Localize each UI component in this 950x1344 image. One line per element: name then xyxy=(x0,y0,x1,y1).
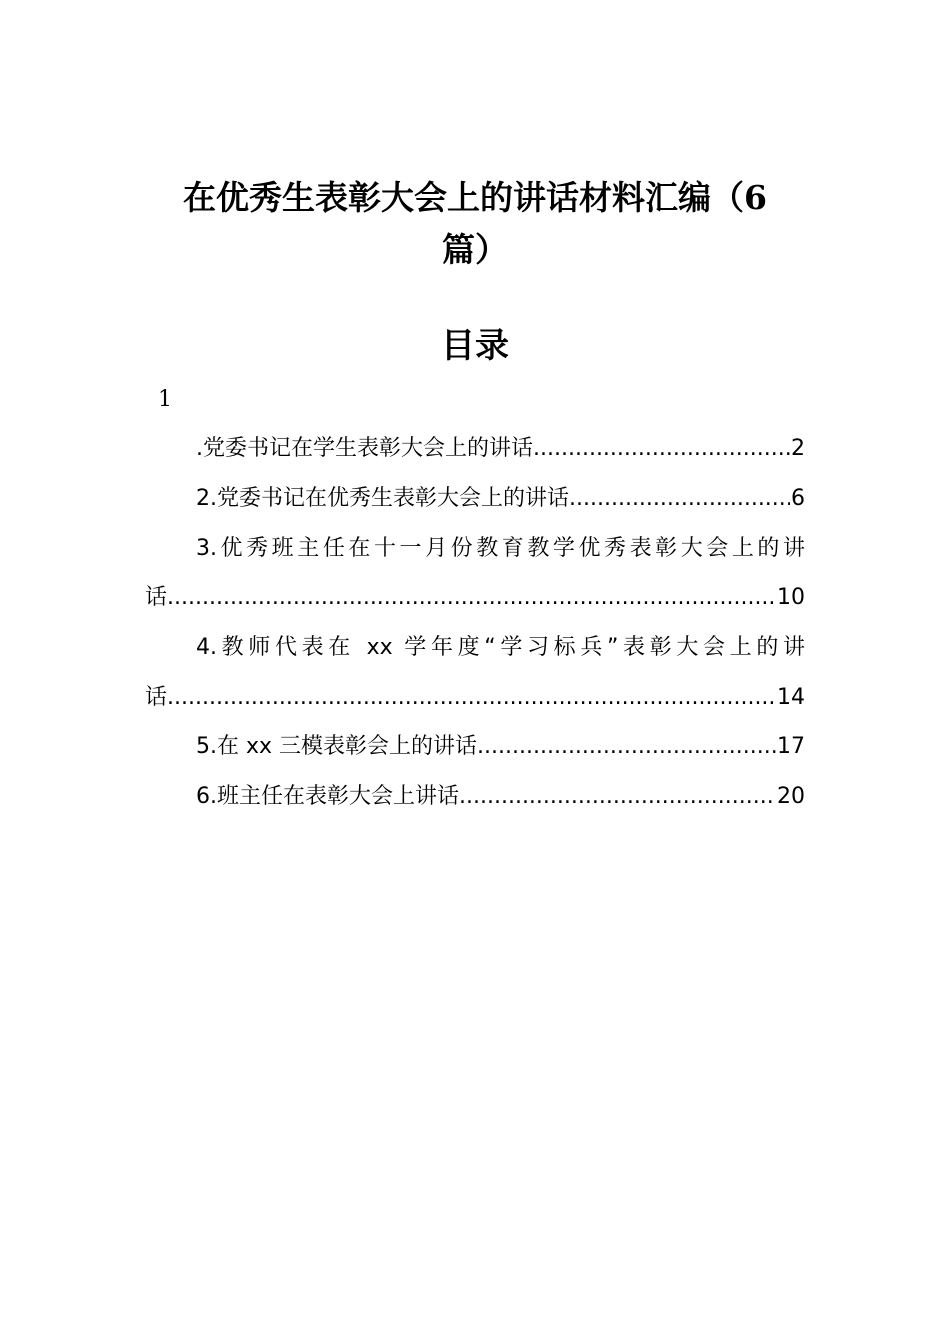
toc-leader-dots xyxy=(533,432,790,466)
toc-item-5[interactable] xyxy=(145,730,805,764)
toc-item-5-page: 17 xyxy=(777,734,805,759)
toc-item-2-text: 2.党委书记在优秀生表彰大会上的讲话 xyxy=(196,486,569,511)
toc-item-3-line1[interactable]: 3.优秀班主任在十一月份教育教学优秀表彰大会上的讲 xyxy=(196,536,805,561)
document-title-line1: 在优秀生表彰大会上的讲话材料汇编（6 xyxy=(183,178,767,217)
toc-item-1[interactable] xyxy=(145,432,805,466)
toc-item-4-page: 14 xyxy=(777,685,805,710)
toc-leader-dots xyxy=(167,581,776,615)
toc-item-6-text: 6.班主任在表彰大会上讲话 xyxy=(196,784,459,809)
toc-item-1-text: .党委书记在学生表彰大会上的讲话 xyxy=(196,436,533,461)
toc-item-3-text-cont: 话 xyxy=(145,585,168,610)
toc-item-3-line2[interactable] xyxy=(145,581,805,615)
toc-item-6-page: 20 xyxy=(777,784,805,809)
toc-item-4-line1[interactable]: 4.教师代表在 xx 学年度“学习标兵”表彰大会上的讲 xyxy=(196,635,805,660)
toc-item-6[interactable] xyxy=(145,780,805,814)
toc-item-5-text: 5.在 xx 三模表彰会上的讲话 xyxy=(196,734,478,759)
toc-leader-dots xyxy=(167,681,776,715)
toc-item-1-page: 2 xyxy=(791,436,805,461)
toc-item-4-line2[interactable] xyxy=(145,681,805,715)
toc-leader-dots xyxy=(569,482,790,516)
toc-leader-dots xyxy=(459,780,776,814)
toc-heading: 目录 xyxy=(441,326,509,366)
toc-leader-dots xyxy=(477,730,776,764)
toc-item-2[interactable] xyxy=(145,482,805,516)
stray-number: 1 xyxy=(158,387,172,412)
document-title-line2: 篇） xyxy=(442,230,508,269)
document-title xyxy=(100,172,850,276)
toc-item-2-page: 6 xyxy=(791,486,805,511)
toc-item-3-page: 10 xyxy=(777,585,805,610)
toc-item-4-text-cont: 话 xyxy=(145,685,168,710)
